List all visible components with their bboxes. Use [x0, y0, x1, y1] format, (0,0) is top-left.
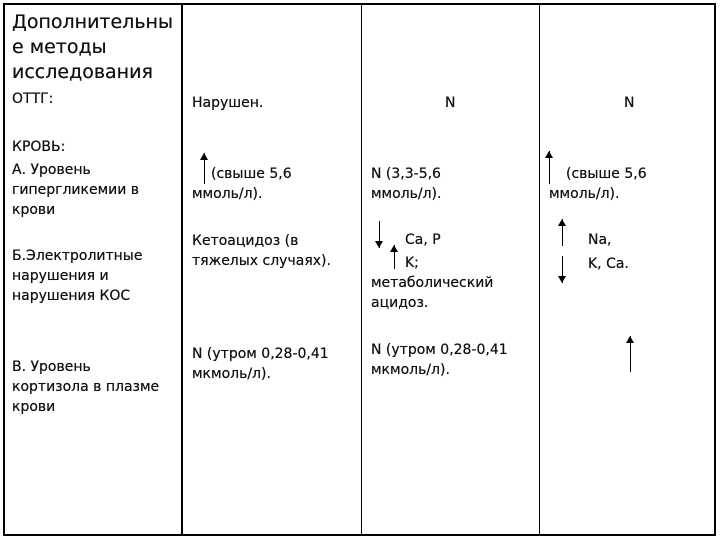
ottg-col2: N	[445, 95, 456, 111]
glycemia-label-line-2: гипергликемии в	[12, 182, 140, 198]
cortisol-label-line-2: кортизола в плазме	[12, 379, 160, 395]
up-arrow-icon	[394, 245, 395, 269]
column-divider-1	[181, 3, 183, 536]
electrolytes-label-line-2: нарушения и	[12, 268, 109, 284]
glycemia-col2-line-2: ммоль/л).	[371, 186, 442, 202]
up-arrow-icon	[204, 153, 205, 184]
blood-header: КРОВЬ:	[12, 139, 66, 155]
electrolytes-label-line-3: нарушения КОС	[12, 288, 131, 304]
electrolytes-col3-line-2: K, Ca.	[588, 256, 629, 272]
cortisol-label-line-3: крови	[12, 399, 56, 415]
column-divider-2	[361, 3, 362, 536]
column-divider-3	[539, 3, 540, 536]
electrolytes-col1-line-2: тяжелых случаях).	[192, 253, 331, 269]
electrolytes-col1-line-1: Кетоацидоз (в	[192, 233, 299, 249]
down-arrow-icon	[379, 221, 380, 248]
cortisol-col2-line-2: мкмоль/л).	[371, 362, 450, 378]
glycemia-col1-line-2: ммоль/л).	[192, 186, 263, 202]
table-title-line-2: е методы	[12, 36, 107, 58]
electrolytes-col2-line-3: метаболический	[371, 275, 494, 291]
glycemia-label-line-1: А. Уровень	[12, 162, 91, 178]
electrolytes-col3-line-1: Na,	[588, 232, 612, 248]
glycemia-col3-line-1: (свыше 5,6	[566, 166, 647, 182]
glycemia-col3-line-2: ммоль/л).	[549, 186, 620, 202]
glycemia-col2-line-1: N (3,3-5,6	[371, 166, 441, 182]
up-arrow-icon	[549, 151, 550, 184]
cortisol-label-line-1: В. Уровень	[12, 359, 91, 375]
ottg-label: ОТТГ:	[12, 91, 54, 107]
electrolytes-col2-line-4: ацидоз.	[371, 295, 429, 311]
electrolytes-label-line-1: Б.Электролитные	[12, 248, 143, 264]
up-arrow-icon	[562, 219, 563, 246]
table-title-line-1: Дополнительны	[12, 11, 173, 33]
cortisol-col1-line-1: N (утром 0,28-0,41	[192, 346, 329, 362]
glycemia-col1-line-1: (свыше 5,6	[211, 166, 292, 182]
ottg-col1: Нарушен.	[192, 95, 264, 111]
glycemia-label-line-3: крови	[12, 202, 56, 218]
cortisol-col1-line-2: мкмоль/л).	[192, 366, 271, 382]
down-arrow-icon	[562, 256, 563, 283]
cortisol-col2-line-1: N (утром 0,28-0,41	[371, 342, 508, 358]
electrolytes-col2-line-2: K;	[405, 255, 419, 271]
table-title-line-3: исследования	[12, 61, 153, 83]
electrolytes-col2-line-1: Ca, P	[405, 232, 441, 248]
up-arrow-icon	[630, 336, 631, 372]
ottg-col3: N	[624, 95, 635, 111]
